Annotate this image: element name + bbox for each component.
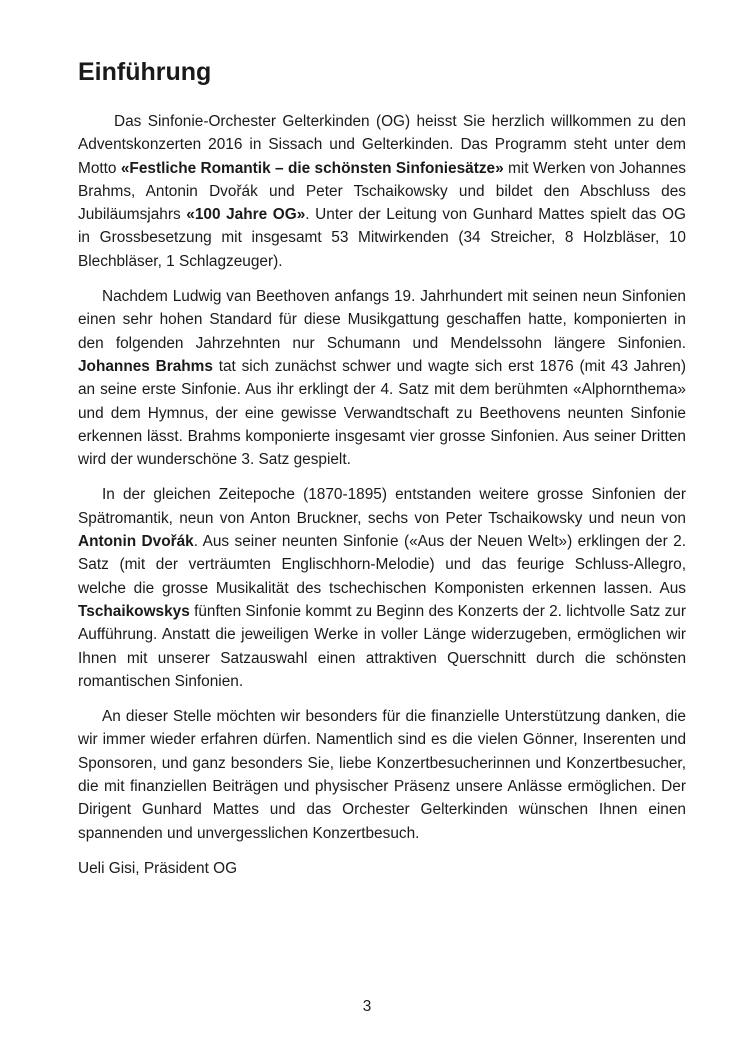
text-run: Das Sinfonie-Orchester Gelterkinden (OG) heisst Sie herzlich willkommen zu den Adventskonzerten 2016 in Sissach und Gelterkinden. Das Programm steht unter dem Motto [78, 113, 686, 177]
bold-text-run: Antonin Dvořák [78, 533, 194, 551]
text-run: In der gleichen Zeitepoche (1870-1895) entstanden weitere grosse Sinfonien der Spätromantik, neun von Anton Bruckner, sechs von Peter Tschaikowsky und neun von [78, 486, 686, 527]
paragraph-dank [78, 705, 686, 845]
text-run: . Aus seiner neunten Sinfonie («Aus der Neuen Welt») erklingen der 2. Satz (mit der verträumten Englischhorn-Melodie) und das feurige Schluss-Allegro, welche die grosse Musikalität des tschechischen Komponisten erkennen lassen. Aus [78, 533, 686, 597]
paragraph-romantik [78, 483, 686, 693]
page-title: Einführung [78, 58, 212, 86]
bold-text-run: «100 Jahre OG» [186, 206, 306, 224]
signature: Ueli Gisi, Präsident OG [78, 859, 238, 877]
document-page [78, 56, 686, 892]
bold-text-run: Johannes Brahms [78, 357, 213, 375]
text-run: Nachdem Ludwig van Beethoven anfangs 19. Jahrhundert mit seinen neun Sinfonien einen sehr hohen Standard für diese Musikgattung geschaffen hatte, komponierten in den folgenden Jahrzehnten nur Schumann und Mendelssohn längere Sinfonien. [78, 288, 686, 352]
paragraph-brahms [78, 285, 686, 471]
text-run: . Unter der Leitung von Gunhard Mattes spielt das OG in Grossbesetzung mit insgesamt 53 Mitwirkenden (34 Streicher, 8 Holzbläser, 10 Blechbläser, 1 Schlagzeuger). [78, 206, 686, 270]
text-run: An dieser Stelle möchten wir besonders für die finanzielle Unterstützung danken, die wir immer wieder erfahren dürfen. Namentlich sind es die vielen Gönner, Inserenten und Sponsoren, und ganz besonders Sie, liebe Konzertbesucherinnen und Konzertbesucher, die mit finanziellen Beiträgen und physischer Präsenz unsere Anlässe ermöglichen. Der Dirigent Gunhard Mattes und das Orchester Gelterkinden wünschen Ihnen einen spannenden und unvergesslichen Konzertbesuch. [78, 708, 686, 842]
text-run: tat sich zunächst schwer und wagte sich erst 1876 (mit 43 Jahren) an seine erste Sinfonie. Aus ihr erklingt der 4. Satz mit dem berühmten «Alphornthema» und dem Hymnus, der eine gewisse Verwandtschaft zu Beethovens neunten Sinfonie erkennen lässt. Brahms komponierte insgesamt vier grosse Sinfonien. Aus seiner Dritten wird der wunderschöne 3. Satz gespielt. [78, 357, 686, 469]
paragraph-intro [78, 110, 686, 273]
page-number: 3 [362, 998, 372, 1015]
bold-text-run: Tschaikowskys [78, 602, 190, 620]
text-run: fünften Sinfonie kommt zu Beginn des Konzerts der 2. lichtvolle Satz zur Aufführung. Anstatt die jeweiligen Werke in voller Länge widerzugeben, ermöglichen wir Ihnen mit unserer Satzauswahl einen attraktiven Querschnitt durch die schönsten romantischen Sinfonien. [78, 602, 686, 690]
bold-text-run: «Festliche Romantik – die schönsten Sinfoniesätze» [120, 159, 504, 177]
text-run: mit Werken von Johannes Brahms, Antonin Dvořák und Peter Tschaikowsky und bildet den Abschluss des Jubiläumsjahrs [78, 159, 686, 224]
